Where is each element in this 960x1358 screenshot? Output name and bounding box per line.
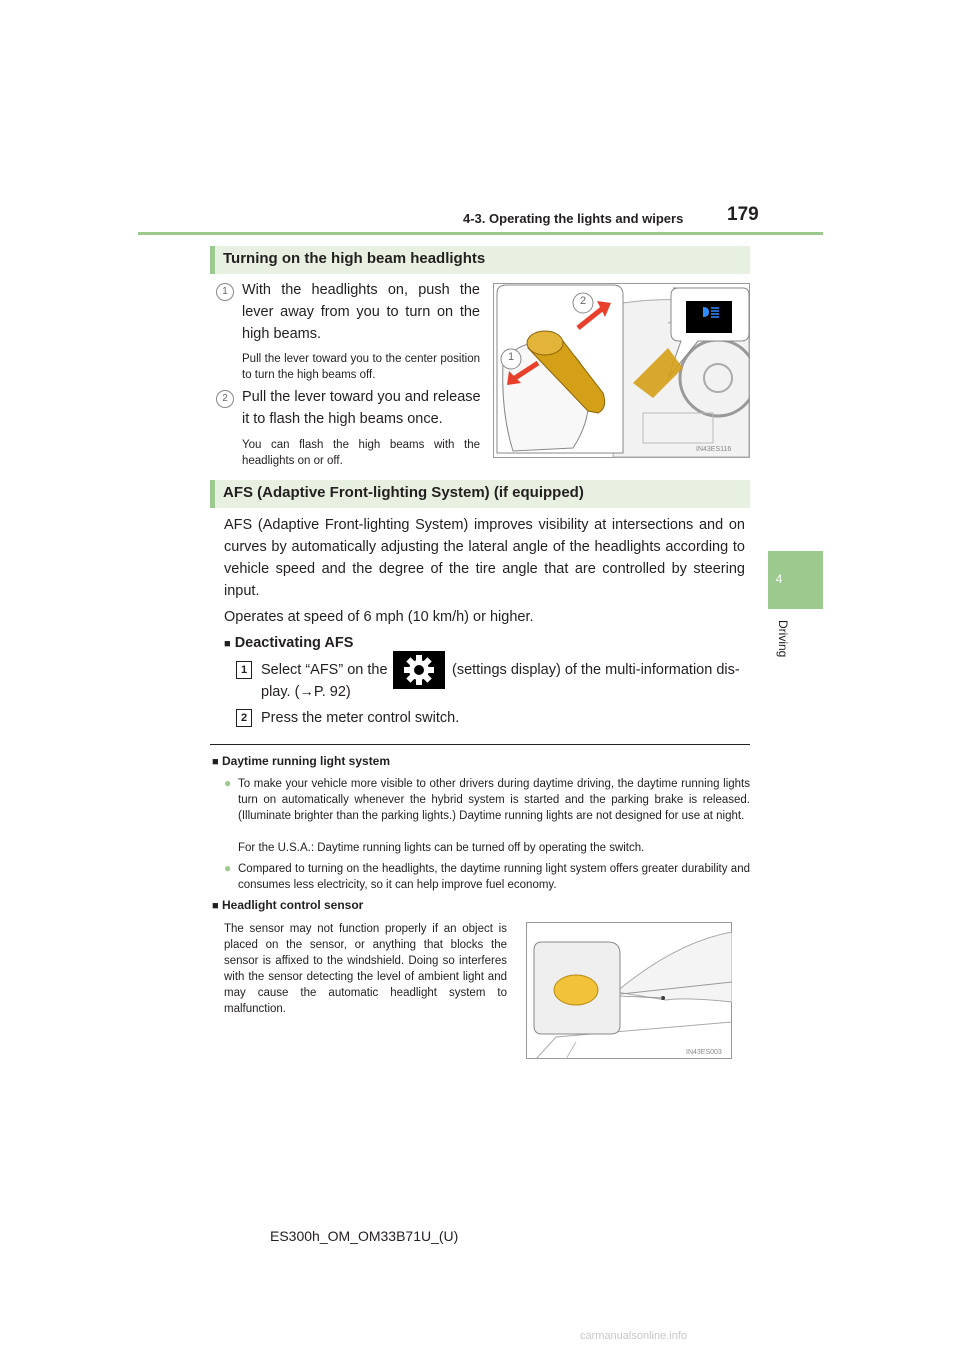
afs-speed-text: Operates at speed of 6 mph (10 km/h) or higher. [224,609,534,625]
callout-1: 1 [507,351,515,363]
sensor-text: The sensor may not function properly if an object is placed on the sensor, or anything that blocks the sensor is affixed to the windshield. Doing so interferes with the sensor detecting the level of ambient light and may cause the automatic headlight system to malfunction. [224,923,507,1015]
header-rule [138,232,823,235]
sensor-heading: ■ Headlight control sensor [212,898,364,912]
page-number: 179 [727,204,759,225]
afs-subhead: ■ Deactivating AFS [224,635,354,651]
drl-bullet-1b: For the U.S.A.: Daytime running lights can be turned off by operating the switch. [238,842,645,854]
high-beam-indicator-icon [701,305,717,315]
high-beam-section-title: Turning on the high beam headlights [223,250,486,267]
document-code: ES300h_OM_OM33B71U_(U) [270,1228,459,1244]
square-bullet-icon: ■ [224,638,231,650]
square-bullet-icon: ■ [212,756,219,768]
drl-bullet-1: To make your vehicle more visible to other drivers during daytime driving, the daytime running lights turn on automatically whenever the hybrid system is started and the parking brake is released. (Illuminate brighter than the parking lights.) Daytime running lights are not designed for use at night. [238,778,750,822]
square-bullet-icon: ■ [212,900,219,912]
image-code: IN43ES116 [696,446,732,453]
afs-step-2-marker: 2 [236,709,252,727]
afs-section-bar [210,480,750,508]
step-1-marker: 1 [216,283,234,301]
notes-divider [210,744,750,745]
afs-step-2-text: Press the meter control switch. [261,710,460,726]
afs-step-1-cont: play. (→P. 92) [261,684,351,700]
afs-section-title: AFS (Adaptive Front-lighting System) (if equipped) [223,484,584,501]
step-1-note: Pull the lever toward you to the center position to turn the high beams off. [242,353,480,381]
headlight-lever-illustration [493,283,750,458]
afs-step-1-pre: Select “AFS” on the [261,662,388,678]
step-2-note: You can flash the high beams with the headlights on or off. [242,439,480,467]
sensor-drawing [526,922,732,1059]
step-2-marker: 2 [216,390,234,408]
round-bullet-icon: ● [224,861,232,875]
afs-step-1-marker: 1 [236,661,252,679]
afs-description: AFS (Adaptive Front-lighting System) improves visibility at intersections and on curves by automatically adjusting the lateral angle of the headlights according to vehicle speed and the degree of the tire angle that are controlled by steering input. [224,517,745,599]
sensor-image-code: IN43ES003 [686,1049,722,1056]
afs-step-1-post: (settings display) of the multi-information dis- [452,662,740,678]
sensor-illustration [526,922,732,1059]
drl-heading: ■ Daytime running light system [212,754,391,768]
drl-bullet-2: Compared to turning on the headlights, the daytime running light system offers greater durability and consumes less electricity, so it can help improve fuel economy. [238,863,750,891]
chapter-number: 4 [775,572,783,586]
callout-2: 2 [579,295,587,307]
round-bullet-icon: ● [224,776,232,790]
high-beam-section-bar [210,246,750,274]
step-1-text: With the headlights on, push the lever away from you to turn on the high beams. [242,282,480,342]
step-2-text: Pull the lever toward you and release it to flash the high beams once. [242,389,481,427]
chapter-label: Driving [776,620,790,658]
watermark: carmanualsonline.info [580,1330,688,1342]
section-header: 4-3. Operating the lights and wipers [463,211,684,226]
settings-display-icon [393,651,445,689]
